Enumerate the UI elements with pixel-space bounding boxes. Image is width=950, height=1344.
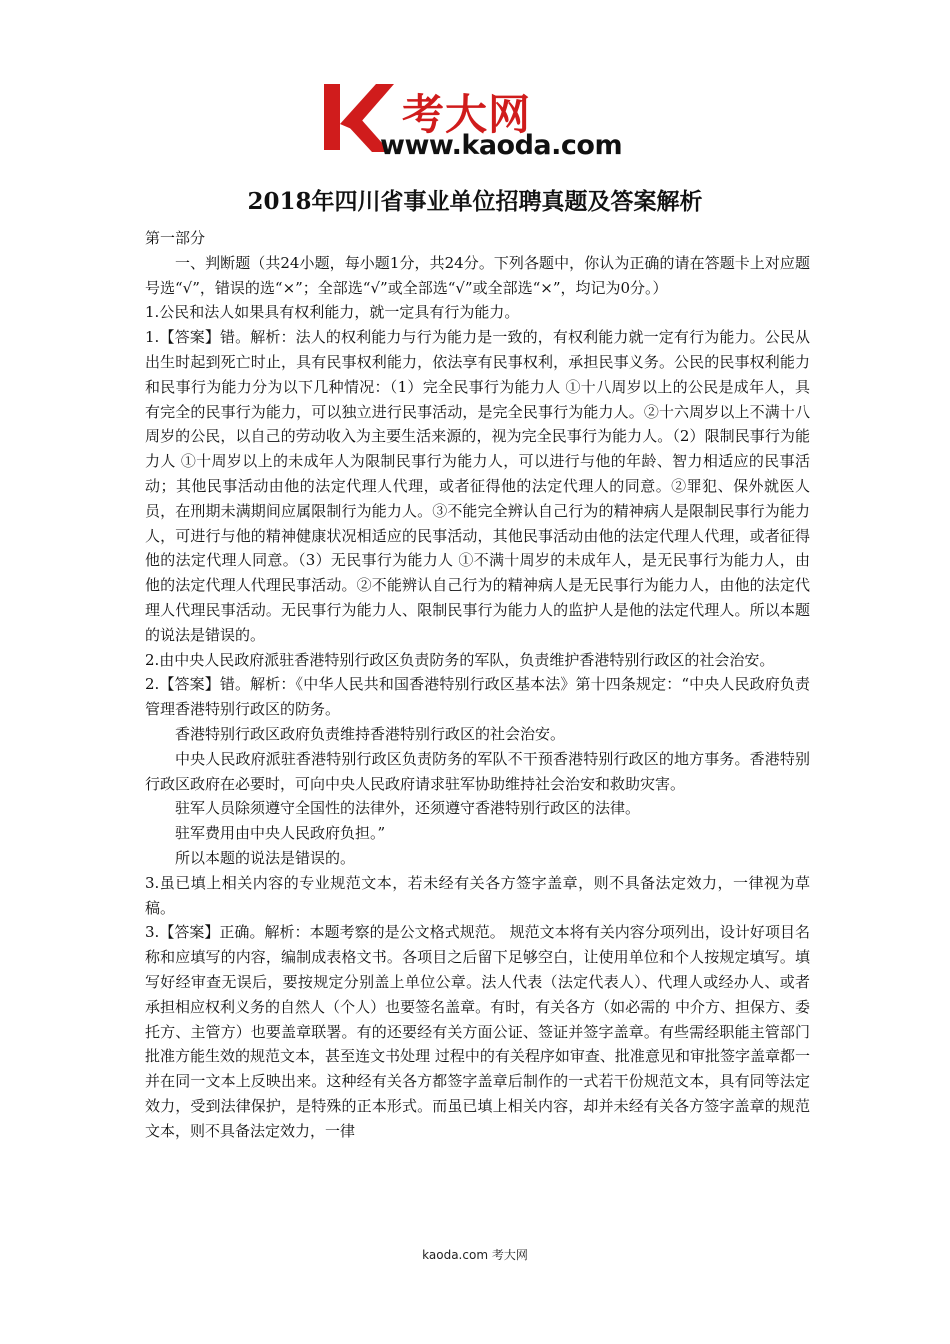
- paragraph: 3.虽已填上相关内容的专业规范文本，若未经有关各方签字盖章，则不具备法定效力，一律视为草稿。: [145, 873, 810, 917]
- logo-name: 考大网: [402, 90, 532, 139]
- paragraph: 驻军人员除须遵守全国性的法律外，还须遵守香港特别行政区的法律。: [175, 799, 641, 818]
- paragraph: 香港特别行政区政府负责维持香港特别行政区的社会治安。: [175, 724, 566, 743]
- paragraph: 所以本题的说法是错误的。: [175, 848, 356, 867]
- paragraph: 2.【答案】错。解析：《中华人民共和国香港特别行政区基本法》第十四条规定：“中央人民政府负责管理香港特别行政区的防务。: [145, 675, 810, 719]
- site-logo: [318, 80, 638, 160]
- paragraph: 1.公民和法人如果具有权利能力，就一定具有行为能力。: [145, 303, 520, 322]
- document-body: [145, 226, 810, 1143]
- paragraph: 第一部分: [145, 229, 206, 247]
- paragraph: 中央人民政府派驻香港特别行政区负责防务的军队不干预香港特别行政区的地方事务。香港特别行政区政府在必要时，可向中央人民政府请求驻军协助维持社会治安和救助灾害。: [145, 749, 810, 793]
- page-footer: kaoda.com 考大网: [422, 1248, 528, 1262]
- paragraph: 2.由中央人民政府派驻香港特别行政区负责防务的军队，负责维护香港特别行政区的社会治安。: [145, 650, 775, 669]
- paragraph: 3.【答案】正确。解析：本题考察的是公文格式规范。 规范文本将有关内容分项列出，设计好项目名称和应填写的内容，编制成表格文书。各项目之后留下足够空白，让使用单位和个人按规定填写。填写好经审查无误后，要按规定分别盖上单位公章。法人代表（法定代表人）、代理人或经办人、或者承担相应权利义务的自然人（个人）也要签名盖章。有时，有关各方（如必需的 中介方、担保方、委托方、主管方）也要盖章联署。有的还要经有关方面公证、签证并签字盖章。有些需经职能主管部门批准方能生效的规范文本，甚至连文书处理 过程中的有关程序如审查、批准意见和审批签字盖章都一并在同一文本上反映出来。这种经有关各方都签字盖章后制作的一式若干份规范文本，具有同等法定效力，受到法律保护，是特殊的正本形式。而虽已填上相关内容，却并未经有关各方签字盖章的规范文本，则不具备法定效力，一律: [145, 923, 810, 1140]
- page-title: 2018年四川省事业单位招聘真题及答案解析: [247, 188, 703, 215]
- paragraph: 驻军费用由中央人民政府负担。”: [175, 824, 386, 843]
- paragraph: 1.【答案】错。解析：法人的权利能力与行为能力是一致的，有权利能力就一定有行为能力。公民从出生时起到死亡时止，具有民事权利能力，依法享有民事权利，承担民事义务。公民的民事权利能力和民事行为能力分为以下几种情况：（1）完全民事行为能力人 ①十八周岁以上的公民是成年人，具有完全的民事行为能力，可以独立进行民事活动，是完全民事行为能力人。②十六周岁以上不满十八周岁的公民，以自己的劳动收入为主要生活来源的，视为完全民事行为能力人。（2）限制民事行为能力人 ①十周岁以上的未成年人为限制民事行为能力人，可以进行与他的年龄、智力相适应的民事活动；其他民事活动由他的法定代理人代理，或者征得他的法定代理人的同意。②罪犯、保外就医人员，在刑期未满期间应属限制行为能力人。③不能完全辨认自己行为的精神病人是限制民事行为能力人，可进行与他的精神健康状况相适应的民事活动，其他民事活动由他的法定代理人代理，或者征得他的法定代理人同意。（3）无民事行为能力人 ①不满十周岁的未成年人，是无民事行为能力人，由他的法定代理人代理民事活动。②不能辨认自己行为的精神病人是无民事行为能力人，由他的法定代理人代理民事活动。无民事行为能力人、限制民事行为能力人的监护人是他的法定代理人。所以本题的说法是错误的。: [145, 328, 810, 644]
- logo-url: www.kaoda.com: [380, 130, 623, 161]
- paragraph: 一、判断题（共24小题，每小题1分，共24分。下列各题中，你认为正确的请在答题卡上对应题号选“√”，错误的选“×”；全部选“√”或全部选“√”或全部选“×”，均记为0分。）: [145, 253, 810, 297]
